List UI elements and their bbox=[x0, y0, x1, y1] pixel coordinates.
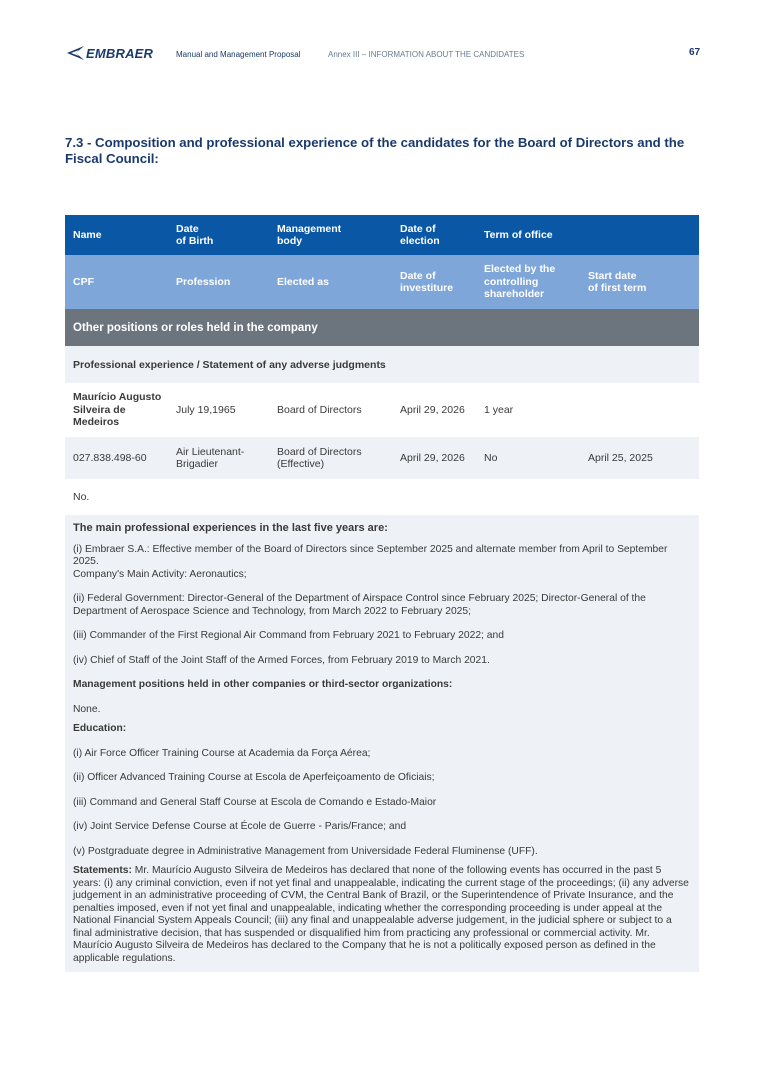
page-number: 67 bbox=[689, 47, 701, 58]
candidate-profession: Air Lieutenant- Brigadier bbox=[176, 445, 245, 470]
candidate-elected-as: Board of Directors (Effective) bbox=[277, 445, 362, 470]
header-manual-title: Manual and Management Proposal bbox=[176, 50, 301, 59]
candidate-name: Maurício Augusto Silveira de Medeiros bbox=[73, 391, 162, 429]
experience-item: (iii) Commander of the First Regional Air Command from February 2021 to February 2022; and bbox=[73, 630, 504, 641]
experience-item: (i) Embraer S.A.: Effective member of the Board of Directors since September 2025 and alternate member from April to September 2025. Company's Main Activity: Aeronautics; bbox=[73, 543, 668, 580]
experience-item: (ii) Federal Government: Director-General of the Department of Airspace Control since February 2025; Director-General of the Department of Aerospace Science and Technology, from March 2022 to February 2025; bbox=[73, 593, 646, 617]
education-item: (ii) Officer Advanced Training Course at Escola de Aperfeiçoamento de Oficiais; bbox=[73, 772, 435, 783]
header-date-of-birth: Date of Birth bbox=[176, 222, 214, 247]
candidate-table bbox=[65, 215, 699, 972]
candidate-date-of-birth: July 19,1965 bbox=[176, 403, 236, 416]
statements-label: Statements: bbox=[73, 865, 132, 876]
embraer-logo bbox=[65, 45, 153, 61]
experience-section bbox=[65, 515, 699, 972]
candidate-date-of-election: April 29, 2026 bbox=[400, 403, 465, 416]
other-positions-value: No. bbox=[65, 479, 699, 515]
candidate-management-body: Board of Directors bbox=[277, 403, 362, 416]
education-item: (iv) Joint Service Defense Course at École de Guerre - Paris/France; and bbox=[73, 821, 407, 832]
education-item: (i) Air Force Officer Training Course at Academia da Força Aérea; bbox=[73, 747, 371, 759]
candidate-cpf: 027.838.498-60 bbox=[73, 451, 147, 464]
education-item: (v) Postgraduate degree in Administrative Management from Universidade Federal Fluminense (UFF). bbox=[73, 845, 538, 857]
table-row bbox=[65, 437, 699, 479]
header-elected-by-controlling: Elected by the controlling shareholder bbox=[484, 263, 556, 301]
header-profession: Profession bbox=[176, 275, 231, 288]
table-header-other-positions: Other positions or roles held in the company bbox=[65, 309, 699, 346]
statements-text: Mr. Maurício Augusto Silveira de Medeiros has declared that none of the following events has occurred in the past 5 years: (i) any criminal conviction, even if not yet final and unappealable, indicating the current stage of the proceedings; (ii) any adverse judgement in an administrative proceeding of CVM, the Central Bank of Brazil, or the Superintendence of Private Insurance, and the penalties imposed, even if not yet final and unappealable, indicating whether the corresponding proceeding is under appeal at the National Financial System Appeals Council; (iii) any final and unappealable adverse judgement, in the judicial sphere or subject to a final administrative decision, that has suspended or disqualified him from practicing any professional or commercial activity. Mr. Maurício Augusto Silveira de Medeiros has declared to the Company that he is not a politically exposed person as defined in the applicable regulations. bbox=[73, 865, 689, 964]
management-positions-title: Management positions held in other companies or third-sector organizations: bbox=[73, 679, 453, 690]
candidate-start-date-first-term: April 25, 2025 bbox=[588, 451, 653, 464]
table-header-row-2 bbox=[65, 255, 699, 309]
header-cpf: CPF bbox=[73, 275, 94, 288]
header-annex-title: Annex III – INFORMATION ABOUT THE CANDIDATES bbox=[328, 50, 525, 59]
management-positions-value: None. bbox=[73, 703, 101, 715]
header-elected-as: Elected as bbox=[277, 275, 329, 288]
header-start-date-first-term: Start date of first term bbox=[588, 269, 647, 294]
candidate-date-of-investiture: April 29, 2026 bbox=[400, 451, 465, 464]
table-header-professional-experience: Professional experience / Statement of any adverse judgments bbox=[65, 346, 699, 383]
statements-paragraph bbox=[73, 865, 691, 965]
education-title: Education: bbox=[73, 723, 127, 734]
education-item: (iii) Command and General Staff Course at Escola de Comando e Estado-Maior bbox=[73, 796, 437, 808]
header-date-of-election: Date of election bbox=[400, 222, 440, 247]
header-name: Name bbox=[73, 228, 102, 241]
experience-item: (iv) Chief of Staff of the Joint Staff of the Armed Forces, from February 2019 to March 2021. bbox=[73, 654, 490, 666]
section-title: 7.3 - Composition and professional experience of the candidates for the Board of Directors and the Fiscal Council: bbox=[65, 135, 685, 166]
header-date-of-investiture: Date of investiture bbox=[400, 269, 454, 294]
page-header bbox=[65, 44, 705, 64]
logo-text: EMBRAER bbox=[86, 45, 154, 61]
experience-title: The main professional experiences in the last five years are: bbox=[73, 522, 388, 534]
header-management-body: Management body bbox=[277, 222, 342, 247]
header-term-of-office: Term of office bbox=[484, 228, 553, 241]
candidate-term-of-office: 1 year bbox=[484, 403, 514, 416]
candidate-elected-by-controlling: No bbox=[484, 451, 498, 464]
embraer-logo-icon bbox=[65, 45, 85, 61]
table-header-row-1 bbox=[65, 215, 699, 255]
table-row bbox=[65, 383, 699, 437]
